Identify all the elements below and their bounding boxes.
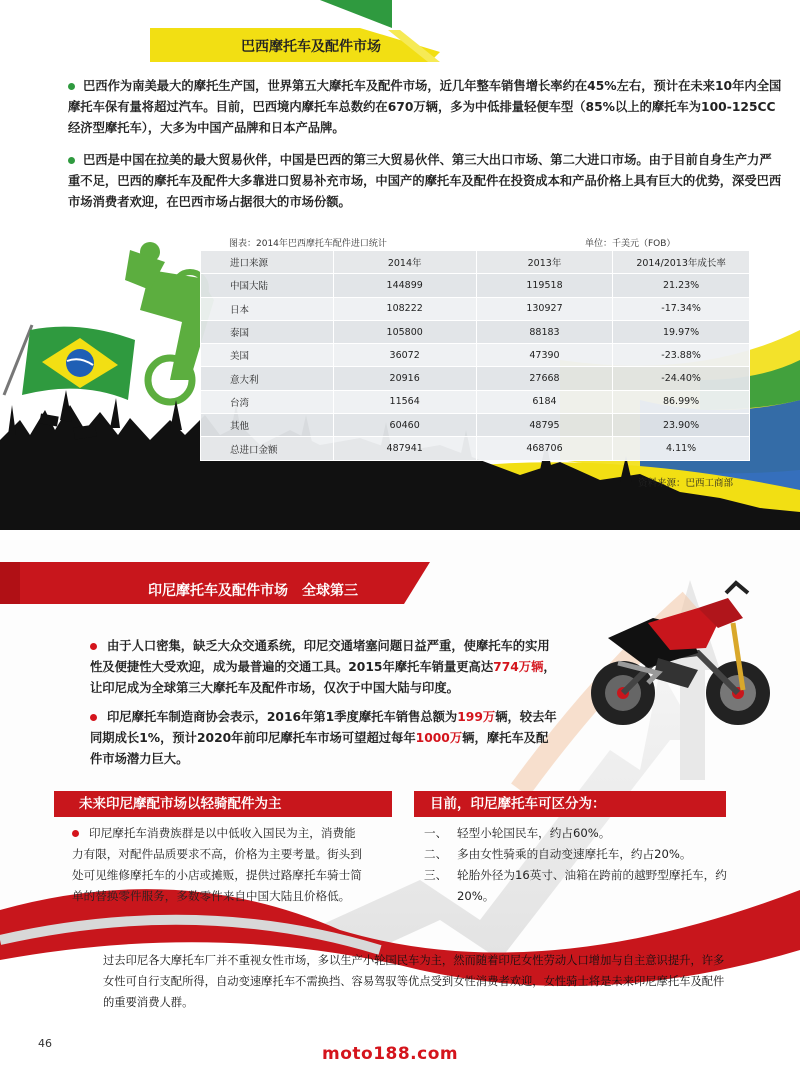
list-item-text: 轮胎外径为16英寸、油箱在跨前的越野型摩托车，约20%。	[457, 868, 727, 903]
table-cell: 88183	[476, 320, 612, 343]
indonesia-paragraph-1	[90, 636, 560, 699]
table-row	[201, 320, 750, 343]
bullet-icon	[68, 83, 75, 90]
table-cell: 144899	[333, 274, 476, 297]
table-header-cell: 2014/2013年成长率	[613, 251, 750, 274]
bullet-icon	[90, 714, 97, 721]
table-cell: 48795	[476, 414, 612, 437]
table-cell: 47390	[476, 344, 612, 367]
table-cell: -23.88%	[613, 344, 750, 367]
table-total-row	[201, 437, 750, 460]
list-item-number: 三、	[424, 868, 448, 882]
table-cell: 23.90%	[613, 414, 750, 437]
table-row	[201, 274, 750, 297]
future-market-text-body: 印尼摩托车消费族群是以中低收入国民为主，消费能力有限，对配件品质要求不高，价格为主要考量。街头到处可见维修摩托车的小店或摊贩，提供过路摩托车骑士简单的替换零件服务，多数零件来自中国大陆且价格低。	[72, 826, 362, 903]
table-header-cell: 2014年	[333, 251, 476, 274]
table-cell: 其他	[201, 414, 334, 437]
table-header-cell: 进口来源	[201, 251, 334, 274]
table-cell: 20916	[333, 367, 476, 390]
brazil-paragraph-2-text: 巴西是中国在拉美的最大贸易伙伴，中国是巴西的第三大贸易伙伴、第三大出口市场、第二大进口市场。由于目前自身生产力严重不足，巴西的摩托车及配件大多靠进口贸易补充市场，中国产的摩托车及配件在投资成本和产品价格上具有巨大的优势，深受巴西市场消费者欢迎，在巴西市场占据很大的市场份额。	[68, 153, 782, 209]
table-cell: -24.40%	[613, 367, 750, 390]
brazil-paragraph-2	[68, 150, 783, 213]
import-statistics-table	[200, 250, 750, 461]
table-row	[201, 297, 750, 320]
table-cell: 总进口金额	[201, 437, 334, 460]
indonesia-section-title: 印尼摩托车及配件市场 全球第三	[148, 583, 358, 599]
table-cell: 60460	[333, 414, 476, 437]
table-row	[201, 367, 750, 390]
indonesia-paragraph-2-text-end: 辆，摩托车及配件市场潜力巨大。	[90, 731, 549, 766]
table-row	[201, 390, 750, 413]
table-cell: 27668	[476, 367, 612, 390]
list-item	[424, 844, 734, 865]
table-cell: 130927	[476, 297, 612, 320]
motorcycle-icon	[578, 578, 778, 738]
brazil-paragraph-1	[68, 76, 783, 139]
list-item	[424, 865, 734, 907]
motorcycle-types-list	[424, 823, 734, 907]
brazil-flag-icon	[4, 325, 135, 400]
list-item-number: 二、	[424, 847, 448, 861]
indonesia-paragraph-2	[90, 707, 560, 770]
table-cell: 4.11%	[613, 437, 750, 460]
table-cell: 108222	[333, 297, 476, 320]
table-header-row	[201, 251, 750, 274]
motorcycle-types-heading: 目前，印尼摩托车可区分为：	[414, 791, 726, 817]
future-market-heading: 未来印尼摩配市场以轻骑配件为主	[54, 791, 392, 817]
table-cell: 泰国	[201, 320, 334, 343]
table-cell: 6184	[476, 390, 612, 413]
table-cell: 119518	[476, 274, 612, 297]
brazil-section-title: 巴西摩托车及配件市场	[241, 39, 381, 55]
list-item-text: 多由女性骑乘的自动变速摩托车，约占20%。	[457, 847, 692, 861]
table-cell: 日本	[201, 297, 334, 320]
brazil-paragraph-1-text: 巴西作为南美最大的摩托生产国，世界第五大摩托车及配件市场，近几年整车销售增长率约在45%左右，预计在未来10年内全国摩托车保有量将超过汽车。目前，巴西境内摩托车总数约在670万辆，多为中低排量轻便车型（85%以上的摩托车为100-125CC经济型摩托车），大多为中国产品牌和日本产品牌。	[68, 79, 782, 135]
indonesia-paragraph-1-text-end: ，让印尼成为全球第三大摩托车及配件市场，仅次于中国大陆与印度。	[90, 660, 556, 695]
list-item	[424, 823, 734, 844]
table-cell: 468706	[476, 437, 612, 460]
table-cell: 86.99%	[613, 390, 750, 413]
indonesia-paragraph-1-text: 由于人口密集，缺乏大众交通系统，印尼交通堵塞问题日益严重，使摩托车的实用性及便捷性大受欢迎，成为最普遍的交通工具。2015年摩托车销量更高达	[90, 639, 550, 674]
table-caption: 图表：2014年巴西摩托车配件进口统计	[229, 239, 387, 249]
list-item-number: 一、	[424, 826, 448, 840]
bullet-icon	[68, 157, 75, 164]
bullet-icon	[72, 830, 79, 837]
table-cell: 中国大陆	[201, 274, 334, 297]
bullet-icon	[90, 643, 97, 650]
table-row	[201, 414, 750, 437]
sales-highlight: 774万辆	[493, 660, 544, 674]
indonesia-paragraph-2-text-mid: 辆，较去年同期成长1%，预计2020年前印尼摩托车市场可望超过每年	[90, 710, 557, 745]
table-row	[201, 344, 750, 367]
site-watermark: moto188.com	[322, 1044, 459, 1064]
table-cell: -17.34%	[613, 297, 750, 320]
table-unit-label: 单位：千美元（FOB）	[585, 239, 676, 249]
table-cell: 105800	[333, 320, 476, 343]
forecast-highlight: 1000万	[415, 731, 463, 745]
women-market-text: 过去印尼各大摩托车厂并不重视女性市场，多以生产小轮国民车为主，然而随着印尼女性劳动人口增加与自主意识提升，许多女性可自行支配所得，自动变速摩托车不需换挡、容易驾驭等优点受到女性消费者欢迎，女性骑士将是未来印尼摩托车及配件的重要消费人群。	[103, 954, 725, 1009]
table-cell: 19.97%	[613, 320, 750, 343]
future-market-text	[72, 823, 362, 907]
table-cell: 21.23%	[613, 274, 750, 297]
indonesia-paragraph-2-text: 印尼摩托车制造商协会表示，2016年第1季度摩托车销售总额为	[107, 710, 458, 724]
table-cell: 11564	[333, 390, 476, 413]
table-cell: 36072	[333, 344, 476, 367]
table-cell: 美国	[201, 344, 334, 367]
table-cell: 487941	[333, 437, 476, 460]
table-source-note: 资料来源：巴西工商部	[638, 478, 734, 489]
sales-highlight: 199万	[457, 710, 496, 724]
table-cell: 意大利	[201, 367, 334, 390]
table-header-cell: 2013年	[476, 251, 612, 274]
page-number: 46	[38, 1037, 52, 1050]
list-item-text: 轻型小轮国民车，约占60%。	[457, 826, 611, 840]
table-cell: 台湾	[201, 390, 334, 413]
